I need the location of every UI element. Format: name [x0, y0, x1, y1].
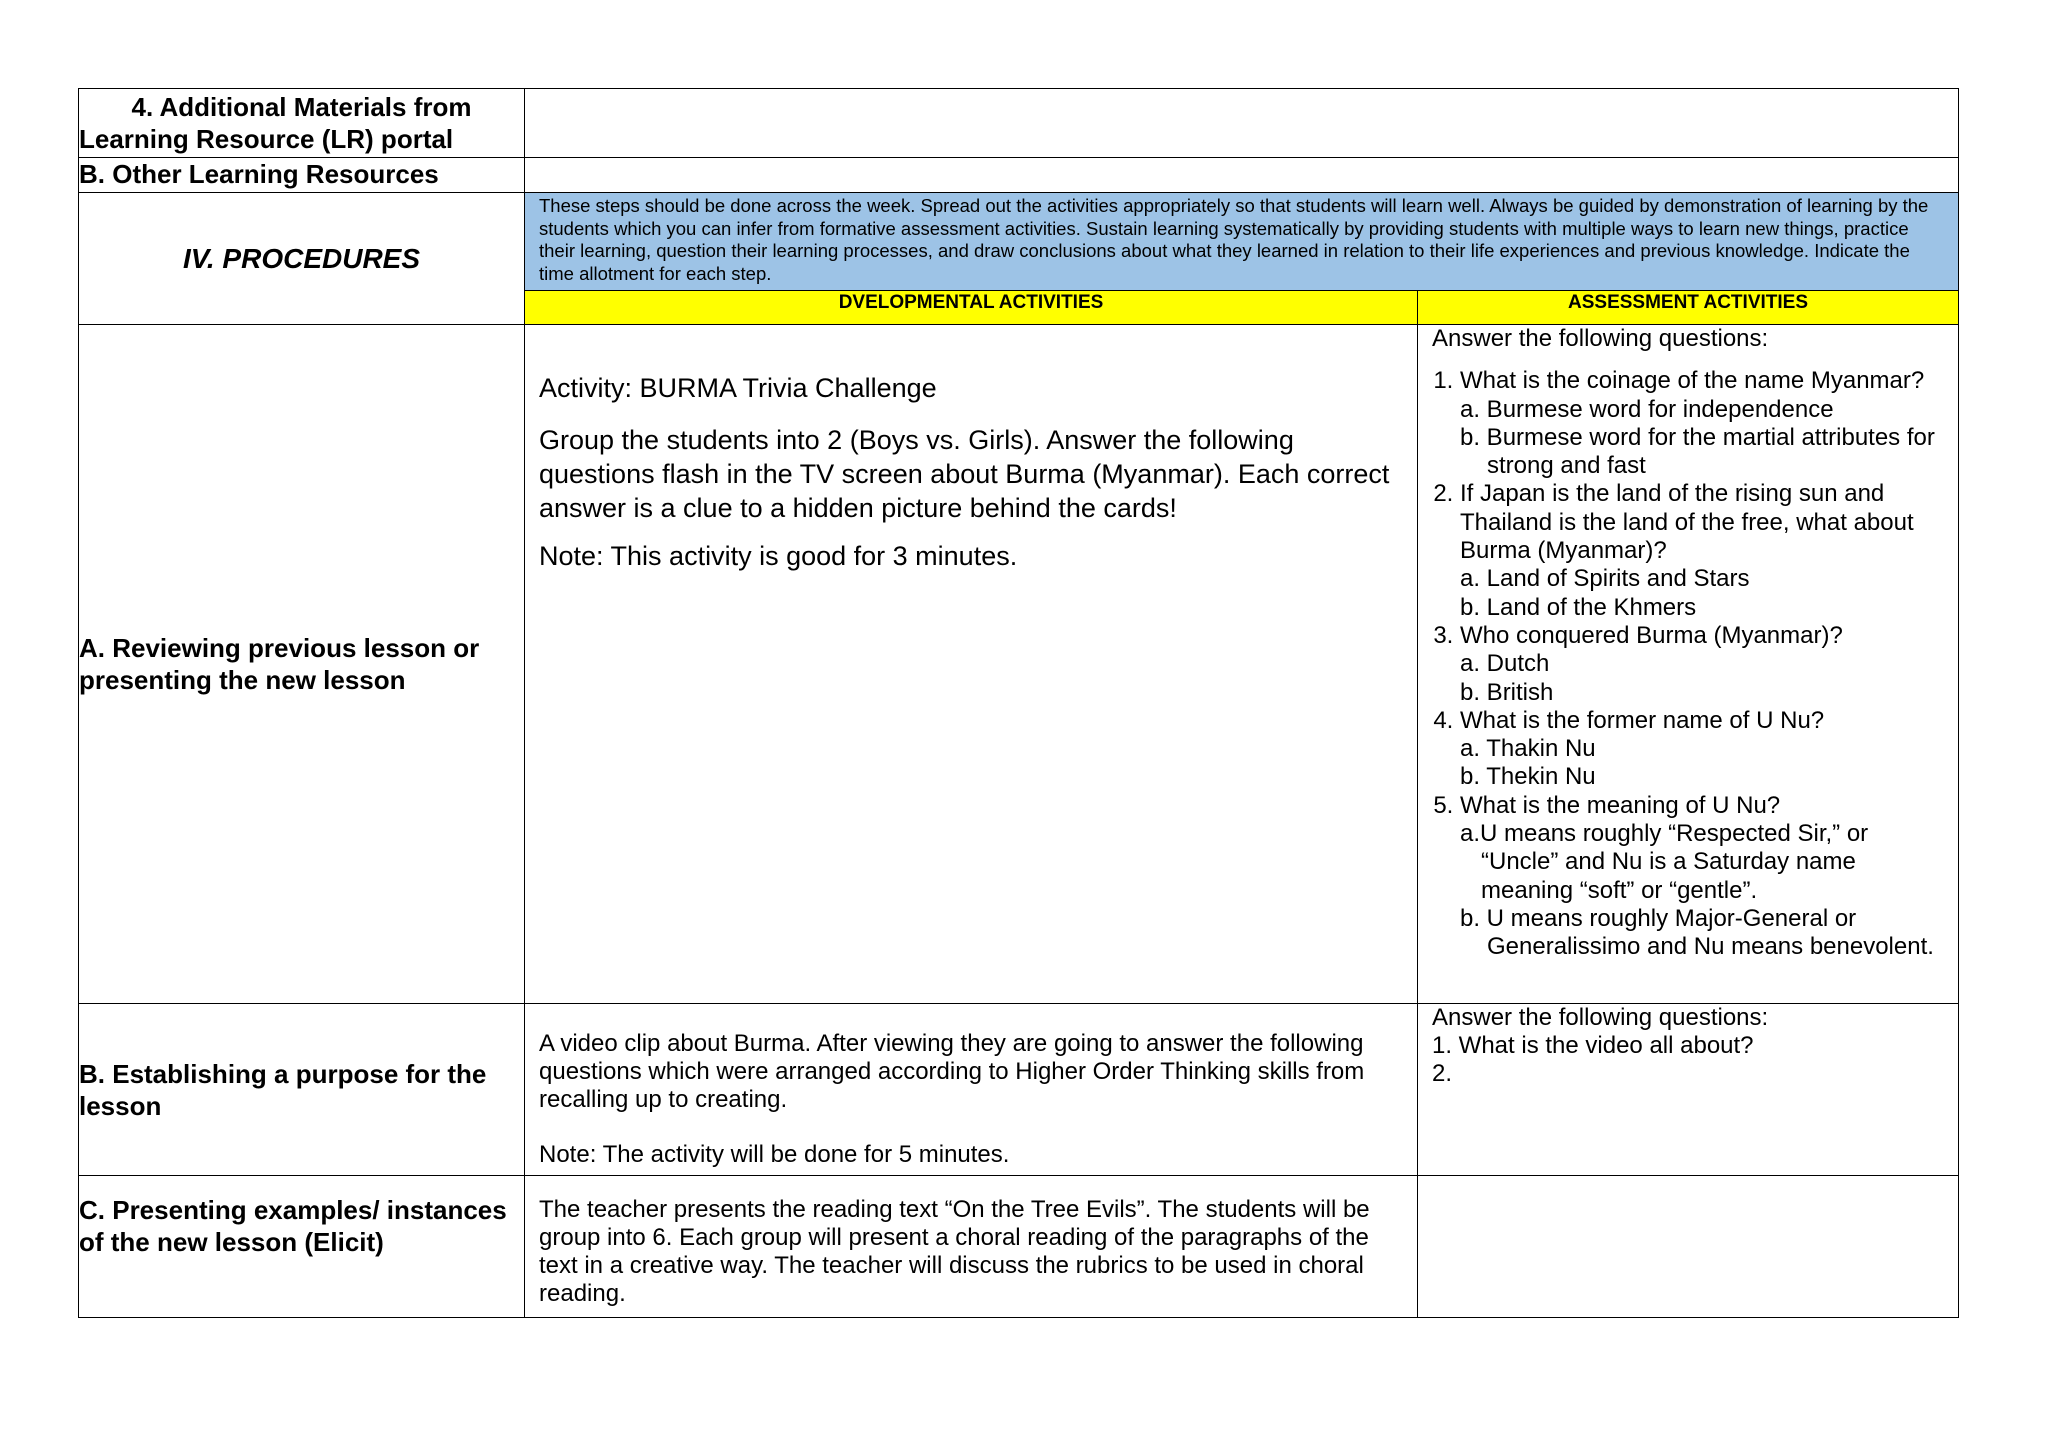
additional-materials-value [525, 89, 1959, 158]
question-text: 5. What is the meaning of U Nu? [1460, 791, 1781, 819]
other-resources-label: B. Other Learning Resources [79, 158, 525, 193]
establishing-activity-note: Note: The activity will be done for 5 minutes. [539, 1141, 1010, 1168]
establishing-assessment-intro: Answer the following questions: [1432, 1004, 1769, 1031]
establishing-question-1: 1. What is the video all about? [1432, 1032, 1754, 1059]
additional-materials-label-line1: 4. Additional Materials from [131, 92, 472, 122]
lesson-plan-table [78, 88, 1959, 1318]
establishing-assessment [1418, 1004, 1959, 1176]
presenting-label: C. Presenting examples/ instances of the new lesson (Elicit) [79, 1176, 525, 1318]
question-item [1460, 480, 1944, 621]
row-reviewing [79, 325, 1959, 1004]
other-resources-value [525, 158, 1959, 193]
reviewing-question-list [1432, 367, 1944, 961]
row-other-resources [79, 158, 1959, 193]
procedures-guidance: These steps should be done across the week. Spread out the activities appropriately so that students will learn well. Always be guided by demonstration of learning by the students which you can infer from formative assessment activities. Sustain learning systematically by providing students with multiple ways to learn new things, practice their learning, question their learning processes, and draw conclusions about what they learned in relation to their life experiences and previous knowledge. Indicate the time allotment for each step. [525, 193, 1959, 291]
question-item [1460, 707, 1944, 792]
question-text: 1. What is the coinage of the name Myanmar? [1460, 367, 1925, 395]
reviewing-assessment [1418, 325, 1959, 1004]
question-option: a. Thakin Nu [1460, 735, 1596, 763]
additional-materials-label-line2: Learning Resource (LR) portal [79, 124, 454, 154]
question-option: b. Land of the Khmers [1460, 593, 1697, 621]
reviewing-activity-description: Group the students into 2 (Boys vs. Girls). Answer the following questions flash in the TV screen about Burma (Myanmar). Each correct answer is a clue to a hidden picture behind the cards! [539, 425, 1390, 523]
question-text: 3. Who conquered Burma (Myanmar)? [1460, 621, 1843, 649]
question-option: a. Dutch [1460, 650, 1550, 678]
reviewing-label: A. Reviewing previous lesson or presenting the new lesson [79, 325, 525, 1004]
question-item [1460, 367, 1944, 480]
question-text: 4. What is the former name of U Nu? [1460, 706, 1825, 734]
reviewing-activity-title: Activity: BURMA Trivia Challenge [539, 373, 937, 403]
question-text: 2. If Japan is the land of the rising sun and Thailand is the land of the free, what about Burma (Myanmar)? [1460, 480, 1914, 565]
developmental-activities-header: DVELOPMENTAL ACTIVITIES [525, 291, 1418, 325]
reviewing-assessment-intro: Answer the following questions: [1432, 325, 1769, 352]
row-establishing [79, 1004, 1959, 1176]
question-option: b. Burmese word for the martial attributes for strong and fast [1460, 423, 1935, 480]
question-item [1460, 622, 1944, 707]
establishing-question-2: 2. [1432, 1060, 1453, 1087]
reviewing-activity-note: Note: This activity is good for 3 minutes. [539, 541, 1018, 571]
question-option: b. Thekin Nu [1460, 763, 1596, 791]
question-option: b. British [1460, 678, 1554, 706]
additional-materials-label [79, 89, 525, 158]
row-presenting [79, 1176, 1959, 1318]
row-additional-materials [79, 89, 1959, 158]
question-option: a. Land of Spirits and Stars [1460, 565, 1750, 593]
reviewing-activity [525, 325, 1418, 1004]
presenting-assessment [1418, 1176, 1959, 1318]
row-procedures [79, 193, 1959, 291]
question-item [1460, 792, 1944, 962]
assessment-activities-header: ASSESSMENT ACTIVITIES [1418, 291, 1959, 325]
establishing-activity [525, 1004, 1418, 1176]
establishing-label: B. Establishing a purpose for the lesson [79, 1004, 525, 1176]
procedures-label: IV. PROCEDURES [79, 193, 525, 325]
question-option: a. Burmese word for independence [1460, 395, 1834, 423]
presenting-activity: The teacher presents the reading text “On the Tree Evils”. The students will be group into 6. Each group will present a choral reading of the paragraphs of the text in a creative way. The teacher will discuss the rubrics to be used in choral reading. [525, 1176, 1418, 1318]
question-option: b. U means roughly Major-General or Generalissimo and Nu means benevolent. [1460, 904, 1934, 961]
question-option: a.U means roughly “Respected Sir,” or “Uncle” and Nu is a Saturday name meaning “soft” or “gentle”. [1460, 820, 1869, 904]
establishing-activity-description: A video clip about Burma. After viewing they are going to answer the following questions which were arranged according to Higher Order Thinking skills from recalling up to creating. [539, 1030, 1365, 1113]
